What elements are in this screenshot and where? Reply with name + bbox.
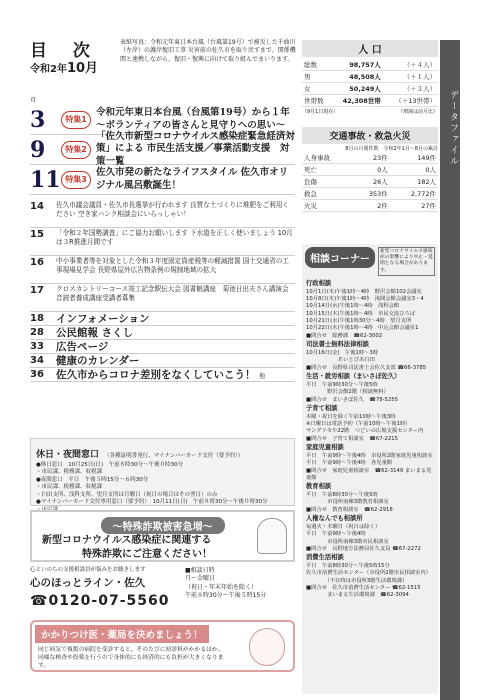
toc-item[interactable] (30, 228, 295, 256)
feature-title: 佐久市発の新たなライフスタイル 佐久市オリジナル風呂敷誕生！ (96, 167, 289, 191)
toc-items (30, 200, 295, 382)
consultation-corner (302, 244, 438, 694)
item-page: 33 (30, 341, 44, 352)
accident-month: 353件 (368, 190, 388, 198)
accident-cumulative: 0人 (425, 166, 436, 174)
feature-title: 令和元年東日本台風（台風第19号）から１年 ～ボランティアの皆さんと見守りへの思い～ (96, 107, 290, 131)
consultation-line: 10月14日(水)午後1時～4時 浅科会館 (306, 303, 400, 310)
consultation-line: 平日 午前9時30分～午後5時 (306, 381, 378, 388)
accident-month: 2件 (377, 202, 388, 210)
consultation-line: 毎週火・木曜日（祝日は除く） (306, 523, 381, 530)
feature-page: 3 (30, 106, 46, 133)
population-diff: （＋13世帯） (395, 97, 436, 105)
feature-badge: 特集3 (61, 171, 91, 189)
item-text: 「令和２年国勢調査」にご協力お願いします 下水道を正しく使いましょう 10月は３R推進月間です (56, 229, 293, 247)
holiday-line: ●休日窓口 10月25日(日) 午前８時30分～午後０時30分 (36, 462, 184, 468)
accident-month: 23件 (372, 154, 388, 162)
accident-cumulative: 182人 (417, 178, 436, 186)
consultation-line: 10月1日(木)午後1時～4時 野沢会館102会議室 (306, 288, 422, 295)
kokoro-phone: ☎0120-07-5560 (30, 593, 170, 609)
item-page: 28 (30, 327, 44, 338)
consultation-heading: 消費生活相談 (306, 554, 344, 562)
accident-label: 救急 (304, 190, 317, 198)
consultation-line: サングリモや22階 つどいの広場支援センター内 (306, 428, 424, 435)
accident-month: 26人 (372, 178, 388, 186)
features-list (30, 105, 295, 195)
population-value: 48,508人 (349, 73, 381, 81)
consultation-line: 平日 午前8時30分～午後5時 (306, 491, 378, 498)
toc-item[interactable] (30, 256, 295, 284)
toc-item[interactable] (30, 200, 295, 228)
family-doctor-box (30, 620, 295, 672)
item-page: 34 (30, 355, 44, 366)
feature-badge: 特集2 (61, 141, 91, 159)
item-page: 16 (30, 257, 44, 268)
consultation-line: あいとぴあ臼田 (306, 357, 375, 364)
population-row (302, 95, 438, 107)
kokoro-name: 心のほっとライン・佐久 (30, 577, 146, 589)
accident-month: 0人 (377, 166, 388, 174)
accident-label: 火災 (304, 202, 317, 210)
population-label: 総数 (304, 61, 317, 69)
population-label: 女 (304, 85, 311, 93)
doctor-illustration-icon (249, 628, 285, 666)
consultation-line: ■問合せ 長野地方法務局佐久支局 ☎67-2272 (306, 545, 421, 552)
population-diff: （＋１人） (403, 73, 436, 81)
consultation-line: 平日 午前8時30分～午後5時15分 (306, 563, 390, 569)
consultation-heading: 教育相談 (306, 483, 332, 491)
population-value: 42,308世帯 (342, 97, 381, 105)
accident-row (302, 188, 438, 200)
accident-row (302, 152, 438, 164)
consultation-heading: 家庭児童相談 (306, 444, 344, 452)
population-diff: （＋３人） (403, 85, 436, 93)
consultation-line: ■問合せ 長野県司法書士会佐久支部 ☎66-3785 (306, 364, 427, 371)
consultation-heading: 行政相談 (306, 279, 332, 287)
consultation-line: 10月22日(木)午後1時～4時 中込会館会議室1 (306, 325, 419, 332)
population-row (302, 71, 438, 83)
consultation-line: ■問合せ 教育相談室 ☎62-2918 (306, 506, 393, 513)
holiday-line: ●夜間窓口 平日 午後５時15分～６時30分 (36, 476, 149, 483)
item-text: 広告ページ (56, 341, 109, 353)
population-value: 50,249人 (349, 85, 381, 93)
consultation-line: 佐久市消費生活センター（市役所2階市民相談室内） (306, 570, 431, 577)
consultation-line: ■問合せ 子育て相談室 ☎67-2215 (306, 435, 399, 442)
holiday-line: ・市民課、税務課、収税課 (36, 469, 103, 476)
holiday-window-box (30, 438, 295, 506)
item-page: 15 (30, 229, 44, 240)
consultation-line: ※日曜日は電話予約（午前10時～午後1時） (306, 420, 411, 427)
consultation-line: ■問合せ 佐久市消費生活センター ☎62-1515 (306, 585, 421, 592)
accident-cumulative: 2,772件 (410, 190, 436, 198)
accident-cumulative: 149件 (417, 154, 436, 162)
data-panel (302, 40, 438, 212)
kokoro-hotline-box (30, 565, 295, 617)
consultation-line: （不在時は市役所3階生活環境課） (306, 577, 408, 584)
consultation-title: 相談コーナー (305, 247, 375, 268)
consultation-line: 平日 午前9時～午後4時 各児童館 (306, 460, 393, 467)
item-page: 18 (30, 313, 44, 324)
fraud-title: ～特殊詐欺被害急増～ (101, 517, 225, 534)
issue-date: 令和2年10月 (30, 61, 99, 76)
accident-label: 死亡 (304, 166, 317, 174)
item-text: 佐久市議会議員・佐久市長選挙が行われます 良質な土づくりに堆肥をご利用ください 空き家バンク相談会にいらっしゃい！ (56, 201, 289, 219)
population-title: 人 口 (302, 40, 438, 57)
police-illustration-icon (257, 518, 287, 554)
item-text: インフォメーション (56, 313, 150, 325)
population-diff: （＋４人） (403, 61, 436, 69)
family-doctor-text: 同じ病気で複数の病院を受診すると、そのたびに初診料がかかるほか、同様な検査や投薬を行うので身体的にも経済的にも負担が大きくなります。 (38, 647, 224, 670)
page-label: 頁 (30, 97, 37, 104)
accident-row (302, 200, 438, 212)
toc-item[interactable] (30, 368, 295, 382)
population-label: 世帯数 (304, 97, 324, 105)
fraud-text: 新型コロナウイルス感染症に関連する 特殊詐欺にご注意ください！ (42, 535, 212, 560)
consultation-line: 10月8日(木)午後1時～4時 浅間会館会議室3・4 (306, 296, 424, 303)
accident-row (302, 164, 438, 176)
accident-subheader: 8月の月間件数 令和2年1月～8月の累計 (345, 146, 438, 152)
consultation-line: 市役所南棟3階教育相談室 (306, 499, 389, 506)
holiday-line: ・市民課、税務課、収税課 (36, 484, 103, 491)
population-table (302, 59, 438, 107)
population-note2: （増減は前月比） (397, 109, 438, 115)
toc-item[interactable] (30, 284, 295, 312)
accident-label: 人身事故 (304, 154, 330, 162)
feature-badge: 特集1 (61, 111, 91, 129)
consultation-heading: 生活・就労相談（まいさぽ佐久） (306, 373, 401, 381)
consultation-line: 平日 午前9時～午後4時 市役所2階家庭児童相談室 (306, 452, 433, 459)
accident-table (302, 152, 438, 212)
holiday-line: ●マイナンバーカード交付専用窓口（要予約） 10月11日(日) 午前８時30分～午後０時30分 (36, 499, 268, 506)
item-text: クロスカントリーコース竣工記念駅伝大会 図書館講座 菊池日出夫さん講演会 音読者養成講座受講者募集 (56, 285, 289, 303)
population-label: 男 (304, 73, 311, 81)
consultation-line: 木曜・祝日を除く午前10時～午後3時 (306, 413, 396, 420)
population-row (302, 59, 438, 71)
holiday-note: （各種証明書発行、マイナンバーカード交付（要予約）） (104, 453, 244, 459)
consultation-line: まいまる生活環境課 ☎62-3094 (306, 592, 409, 599)
accident-title: 交通事故・救急火災 (302, 127, 438, 144)
consultation-heading: 司法書士無料法律相談 (306, 341, 369, 349)
fraud-warning-box (30, 510, 295, 562)
item-page: 17 (30, 285, 44, 296)
kokoro-lead: 心といのちの支援相談員が悩みをお聴きします (30, 567, 146, 573)
consultation-line: 平日 午前9時～午後4時 (306, 531, 366, 538)
feature-row[interactable] (30, 165, 295, 195)
accident-label: 負傷 (304, 178, 317, 186)
item-text: 公民館報 さくし (56, 327, 134, 339)
population-row (302, 83, 438, 95)
consultation-line: ■問合せ まいさぽ佐久 ☎78-5255 (306, 396, 399, 403)
family-doctor-title: かかりつけ医・薬局を決めましょう！ (35, 625, 209, 643)
toc-item[interactable] (30, 354, 295, 368)
phone-icon: ☎ (30, 593, 49, 609)
data-file-side-label: データファイル (440, 40, 460, 700)
feature-title: 「佐久市新型コロナウイルス感染症緊急経済対策」による 市民生活支援／事業活動支援 対策一覧 (96, 130, 295, 167)
feature-page: 9 (30, 136, 46, 163)
toc-item[interactable] (30, 312, 295, 326)
accident-cumulative: 27件 (421, 202, 436, 210)
feature-page: 11 (30, 166, 61, 193)
accident-row (302, 176, 438, 188)
consultation-line: 10月21日(水)午後1時30分～4時 望月支所 (306, 318, 412, 325)
item-page: 14 (30, 201, 44, 212)
toc-item[interactable] (30, 340, 295, 354)
consultation-line: 10月16日(金) 午後1時～3時 (306, 349, 379, 356)
consultation-line: 野沢会館2階（相談無料） (306, 389, 389, 396)
population-note: （9月1日現在） (302, 109, 339, 115)
population-value: 98,757人 (349, 61, 381, 69)
consultation-line: ■問合せ 家庭児童相談室 ☎62-3149 まいまる児童館 (306, 467, 432, 481)
item-text: 佐久市からコロナ差別をなくしていこう！ 他 (56, 369, 266, 381)
cover-caption: 表紙写真：令和元年東日本台風（台風第19号）で被災した千曲川（左岸）の護岸復旧工事 災害前の佐久市を取り戻すまで、関係機関と連携しながら、復旧・復興に向けて取り組んでまいります。 (120, 39, 296, 63)
holiday-title: 休日・夜間窓口 (36, 450, 100, 460)
consultation-line: 10月15日(木)午後1時～4時 市民交流ひろば (306, 310, 416, 317)
item-text: 中小事業者等を対象とした令和３年度固定資産税等の軽減措置 国土交通省の工事現場見学会 長野県屋外広告物条例の規制地域の拡大 (56, 257, 289, 275)
toc-item[interactable] (30, 326, 295, 340)
consultation-note: 新型コロナウイルス感染症の影響により中止・延期となる場合があります。 (378, 247, 435, 276)
feature-row[interactable] (30, 130, 295, 167)
item-text: 健康のカレンダー (56, 355, 140, 367)
holiday-line: ・臼田支所、浅科支所、望月支所は月曜日（祝日の場合はその翌日）のみ (36, 491, 218, 498)
toc-title: 目 次 (30, 41, 100, 61)
consultation-heading: 人権なんでも相談所 (306, 515, 363, 523)
consultation-line: 市役所南棟3階市民相談室 (306, 538, 389, 545)
consultation-heading: 子育て相談 (306, 404, 338, 412)
item-page: 36 (30, 369, 44, 380)
consultation-line: ■問合せ 総務課 ☎62-3002 (306, 332, 383, 339)
kokoro-hours: ■相談日時 月～金曜日 （祝日・年末年始を除く） 午前８時30分～午後５時15分 (185, 567, 267, 600)
